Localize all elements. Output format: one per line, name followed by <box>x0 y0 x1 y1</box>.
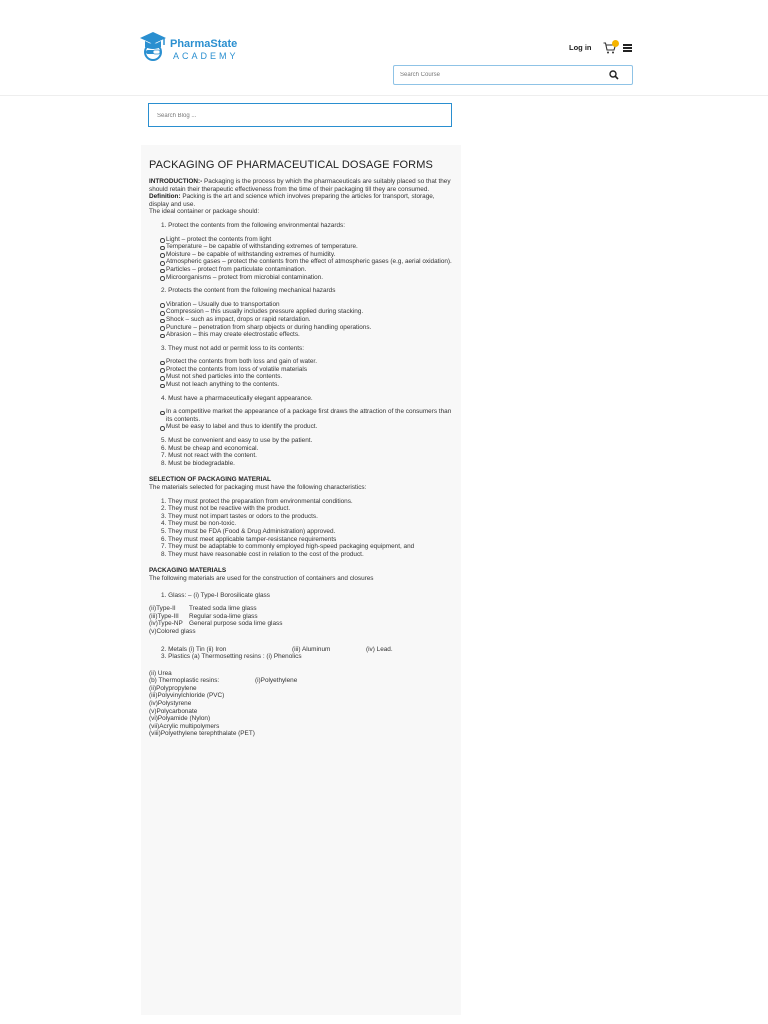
article-body <box>141 145 461 1015</box>
intro-text: Packaging is the process by which the pharmaceuticals are suitably placed so that they should retain their therapeutic effectiveness from the time of their packaging till they are consumed. <box>149 178 451 193</box>
list-item: 5. They must be FDA (Food & Drug Administration) approved. <box>161 527 336 535</box>
loss-list <box>160 358 452 388</box>
article-title: PACKAGING OF PHARMACEUTICAL DOSAGE FORMS <box>149 159 433 171</box>
list-item: (vi)Polyamide (Nylon) <box>149 715 211 723</box>
list-item: Atmospheric gases – protect the contents from the effect of atmospheric gases (e.g, aerial oxidation). <box>160 258 452 266</box>
definition-paragraph <box>149 193 452 208</box>
plastics-line: 3. Plastics (a) Thermosetting resins : (i) Phenolics <box>161 653 302 661</box>
list-item: 6. Must be cheap and economical. <box>161 444 259 452</box>
course-search-box <box>393 65 633 85</box>
list-item: 6. They must meet applicable tamper-resistance requirements <box>161 535 337 543</box>
thermo-first: (i)Polyethylene <box>255 677 298 685</box>
site-header <box>0 0 768 96</box>
list-item: (ii)Polypropylene <box>149 684 197 692</box>
list-item: Particles – protect from particulate contamination. <box>160 266 452 274</box>
definition-label: Definition: <box>149 193 181 201</box>
metals-part: 2. Metals (i) Tin (ii) Iron <box>161 645 227 653</box>
list-item: (v)Polycarbonate <box>149 707 198 715</box>
list-item: 8. Must be biodegradable. <box>161 459 235 467</box>
glass-type-label: (ii)Type-II <box>149 605 176 613</box>
glass-line: 1. Glass: – (i) Type-I Borosilicate glass <box>161 591 270 599</box>
requirement-4: 4. Must have a pharmaceutically elegant appearance. <box>161 394 313 402</box>
list-item: (iv)Polystyrene <box>149 700 192 708</box>
list-item: (iii)Polyvinylchloride (PVC) <box>149 692 225 700</box>
list-item: Abrasion – this may create electrostatic effects. <box>160 331 452 339</box>
materials-heading-text: PACKAGING MATERIALS <box>149 567 227 575</box>
logo-subtitle: ACADEMY <box>173 51 239 61</box>
list-item: 5. Must be convenient and easy to use by the patient. <box>161 437 313 445</box>
list-item: Must not leach anything to the contents. <box>160 381 452 389</box>
hamburger-menu-icon[interactable] <box>623 44 632 52</box>
glass-type-desc: Treated soda lime glass <box>189 605 257 613</box>
graduation-cap-icon <box>136 28 170 62</box>
requirement-3: 3. They must not add or permit loss to its contents: <box>161 344 305 352</box>
metals-part: (iii) Aluminum <box>292 645 331 653</box>
list-item: 7. They must be adaptable to commonly employed high-speed packaging equipment, and <box>161 543 415 551</box>
list-item: 2. They must not be reactive with the product. <box>161 505 291 513</box>
list-item: 8. They must have reasonable cost in relation to the cost of the product. <box>161 550 364 558</box>
search-icon[interactable] <box>609 70 619 80</box>
glass-type-label: (iv)Type-NP <box>149 620 183 628</box>
list-item: Protect the contents from both loss and gain of water. <box>160 358 452 366</box>
list-item: (v)Colored glass <box>149 627 196 635</box>
list-item <box>149 677 452 685</box>
list-item: Puncture – penetration from sharp objects or during handling operations. <box>160 324 452 332</box>
list-item: Must be easy to label and thus to identify the product. <box>160 423 452 431</box>
mech-hazards-list <box>160 301 452 339</box>
site-logo[interactable] <box>136 26 246 66</box>
requirements-5-8 <box>149 437 452 467</box>
list-item: 1. They must protect the preparation from environmental conditions. <box>161 497 353 505</box>
metals-line <box>161 646 452 654</box>
list-item: Light – protect the contents from light <box>160 236 452 244</box>
selection-list <box>149 498 452 559</box>
metals-plastics <box>149 646 452 661</box>
glass-type-desc: General purpose soda lime glass <box>189 620 283 628</box>
list-item: Protect the contents from loss of volatile materials <box>160 366 452 374</box>
list-item: 7. Must not react with the content. <box>161 452 257 460</box>
logo-name: PharmaState <box>170 38 238 50</box>
list-item: Temperature – be capable of withstanding extremes of temperature. <box>160 243 452 251</box>
course-search-input[interactable] <box>400 69 590 81</box>
materials-heading <box>149 567 452 575</box>
thermo-label: (b) Thermoplastic resins: <box>149 677 220 685</box>
selection-heading-text: SELECTION OF PACKAGING MATERIAL <box>149 476 271 484</box>
plastics-list <box>149 670 452 738</box>
list-item: Microorganisms – protect from microbial contamination. <box>160 274 452 282</box>
requirement-2: 2. Protects the content from the following mechanical hazards <box>161 287 336 295</box>
login-link[interactable]: Log in <box>569 43 592 52</box>
list-item: 3. They must not impart tastes or odors to the products. <box>161 512 318 520</box>
materials-intro: The following materials are used for the construction of containers and closures <box>149 574 374 582</box>
appearance-list <box>160 408 452 431</box>
list-item: 4. They must be non-toxic. <box>161 520 237 528</box>
list-item: Must not shed particles into the contents. <box>160 373 452 381</box>
list-item: Moisture – be capable of withstanding extremes of humidity. <box>160 251 452 259</box>
requirement-1: 1. Protect the contents from the following environmental hazards: <box>161 221 346 229</box>
selection-heading <box>149 476 452 484</box>
list-item: Compression – this usually includes pressure applied during stacking. <box>160 308 452 316</box>
list-item <box>149 620 452 628</box>
list-item <box>149 605 452 613</box>
intro-paragraph <box>149 178 452 193</box>
intro-label: INTRODUCTION:- <box>149 178 203 185</box>
glass-type-label: (iii)Type-III <box>149 612 179 620</box>
definition-text: Packing is the art and science which involves preparing the articles for transport, storage, display and use. <box>149 193 435 208</box>
blog-search-input[interactable] <box>157 110 437 121</box>
glass-types <box>149 605 452 635</box>
env-hazards-list <box>160 236 452 282</box>
selection-intro: The materials selected for packaging must have the following characteristics: <box>149 484 367 491</box>
list-item: Shock – such as impact, drops or rapid retardation. <box>160 316 452 324</box>
list-item: (vii)Acrylic multipolymers <box>149 722 220 730</box>
list-item: (viii)Polyethylene terephthalate (PET) <box>149 730 255 738</box>
glass-type-desc: Regular soda-lime glass <box>189 612 258 620</box>
list-item <box>149 613 452 621</box>
blog-search-box <box>148 103 452 127</box>
list-item: Vibration – Usually due to transportation <box>160 301 452 309</box>
ideal-paragraph: The ideal container or package should: <box>149 208 260 216</box>
cart-count-badge <box>612 40 619 47</box>
metals-part: (iv) Lead. <box>366 645 393 653</box>
list-item: In a competitive market the appearance of a package first draws the attraction of the consumers than its contents. <box>160 408 452 423</box>
list-item: (ii) Urea <box>149 669 172 677</box>
